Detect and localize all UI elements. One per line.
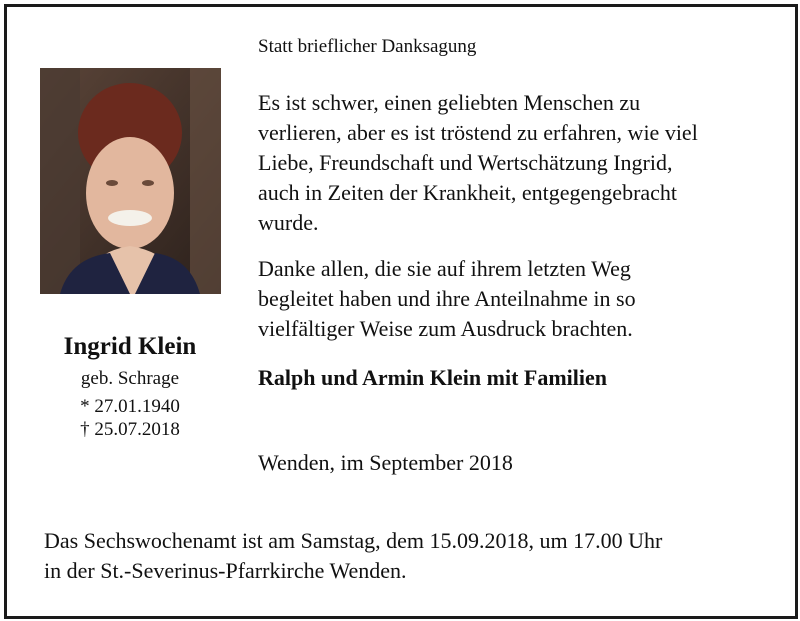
paragraph-line: verlieren, aber es ist tröstend zu erfahren, wie viel	[258, 120, 698, 145]
paragraph-line: Danke allen, die sie auf ihrem letzten Weg	[258, 256, 631, 281]
portrait-photo	[40, 68, 221, 294]
paragraph-line: vielfältiger Weise zum Ausdruck brachten.	[258, 316, 633, 341]
deceased-name: Ingrid Klein	[63, 333, 197, 360]
note-line: Das Sechswochenamt ist am Samstag, dem 15.09.2018, um 17.00 Uhr	[44, 528, 663, 553]
place-date: Wenden, im September 2018	[258, 450, 513, 475]
paragraph-line: Es ist schwer, einen geliebten Menschen zu	[258, 90, 641, 115]
paragraph-line: Liebe, Freundschaft und Wertschätzung Ingrid,	[258, 150, 673, 175]
thanks-paragraph-1	[258, 88, 738, 238]
thanks-paragraph-2	[258, 254, 738, 344]
service-note	[44, 526, 764, 586]
notice-heading: Statt brieflicher Danksagung	[258, 36, 477, 57]
note-line: in der St.-Severinus-Pfarrkirche Wenden.	[44, 558, 407, 583]
birth-name: geb. Schrage	[80, 368, 180, 389]
paragraph-line: begleitet haben und ihre Anteilnahme in so	[258, 286, 636, 311]
paragraph-line: wurde.	[258, 210, 319, 235]
paragraph-line: auch in Zeiten der Krankheit, entgegengebracht	[258, 180, 678, 205]
signers: Ralph und Armin Klein mit Familien	[258, 365, 607, 390]
birth-date: * 27.01.1940	[80, 396, 180, 417]
death-date: † 25.07.2018	[80, 419, 180, 440]
